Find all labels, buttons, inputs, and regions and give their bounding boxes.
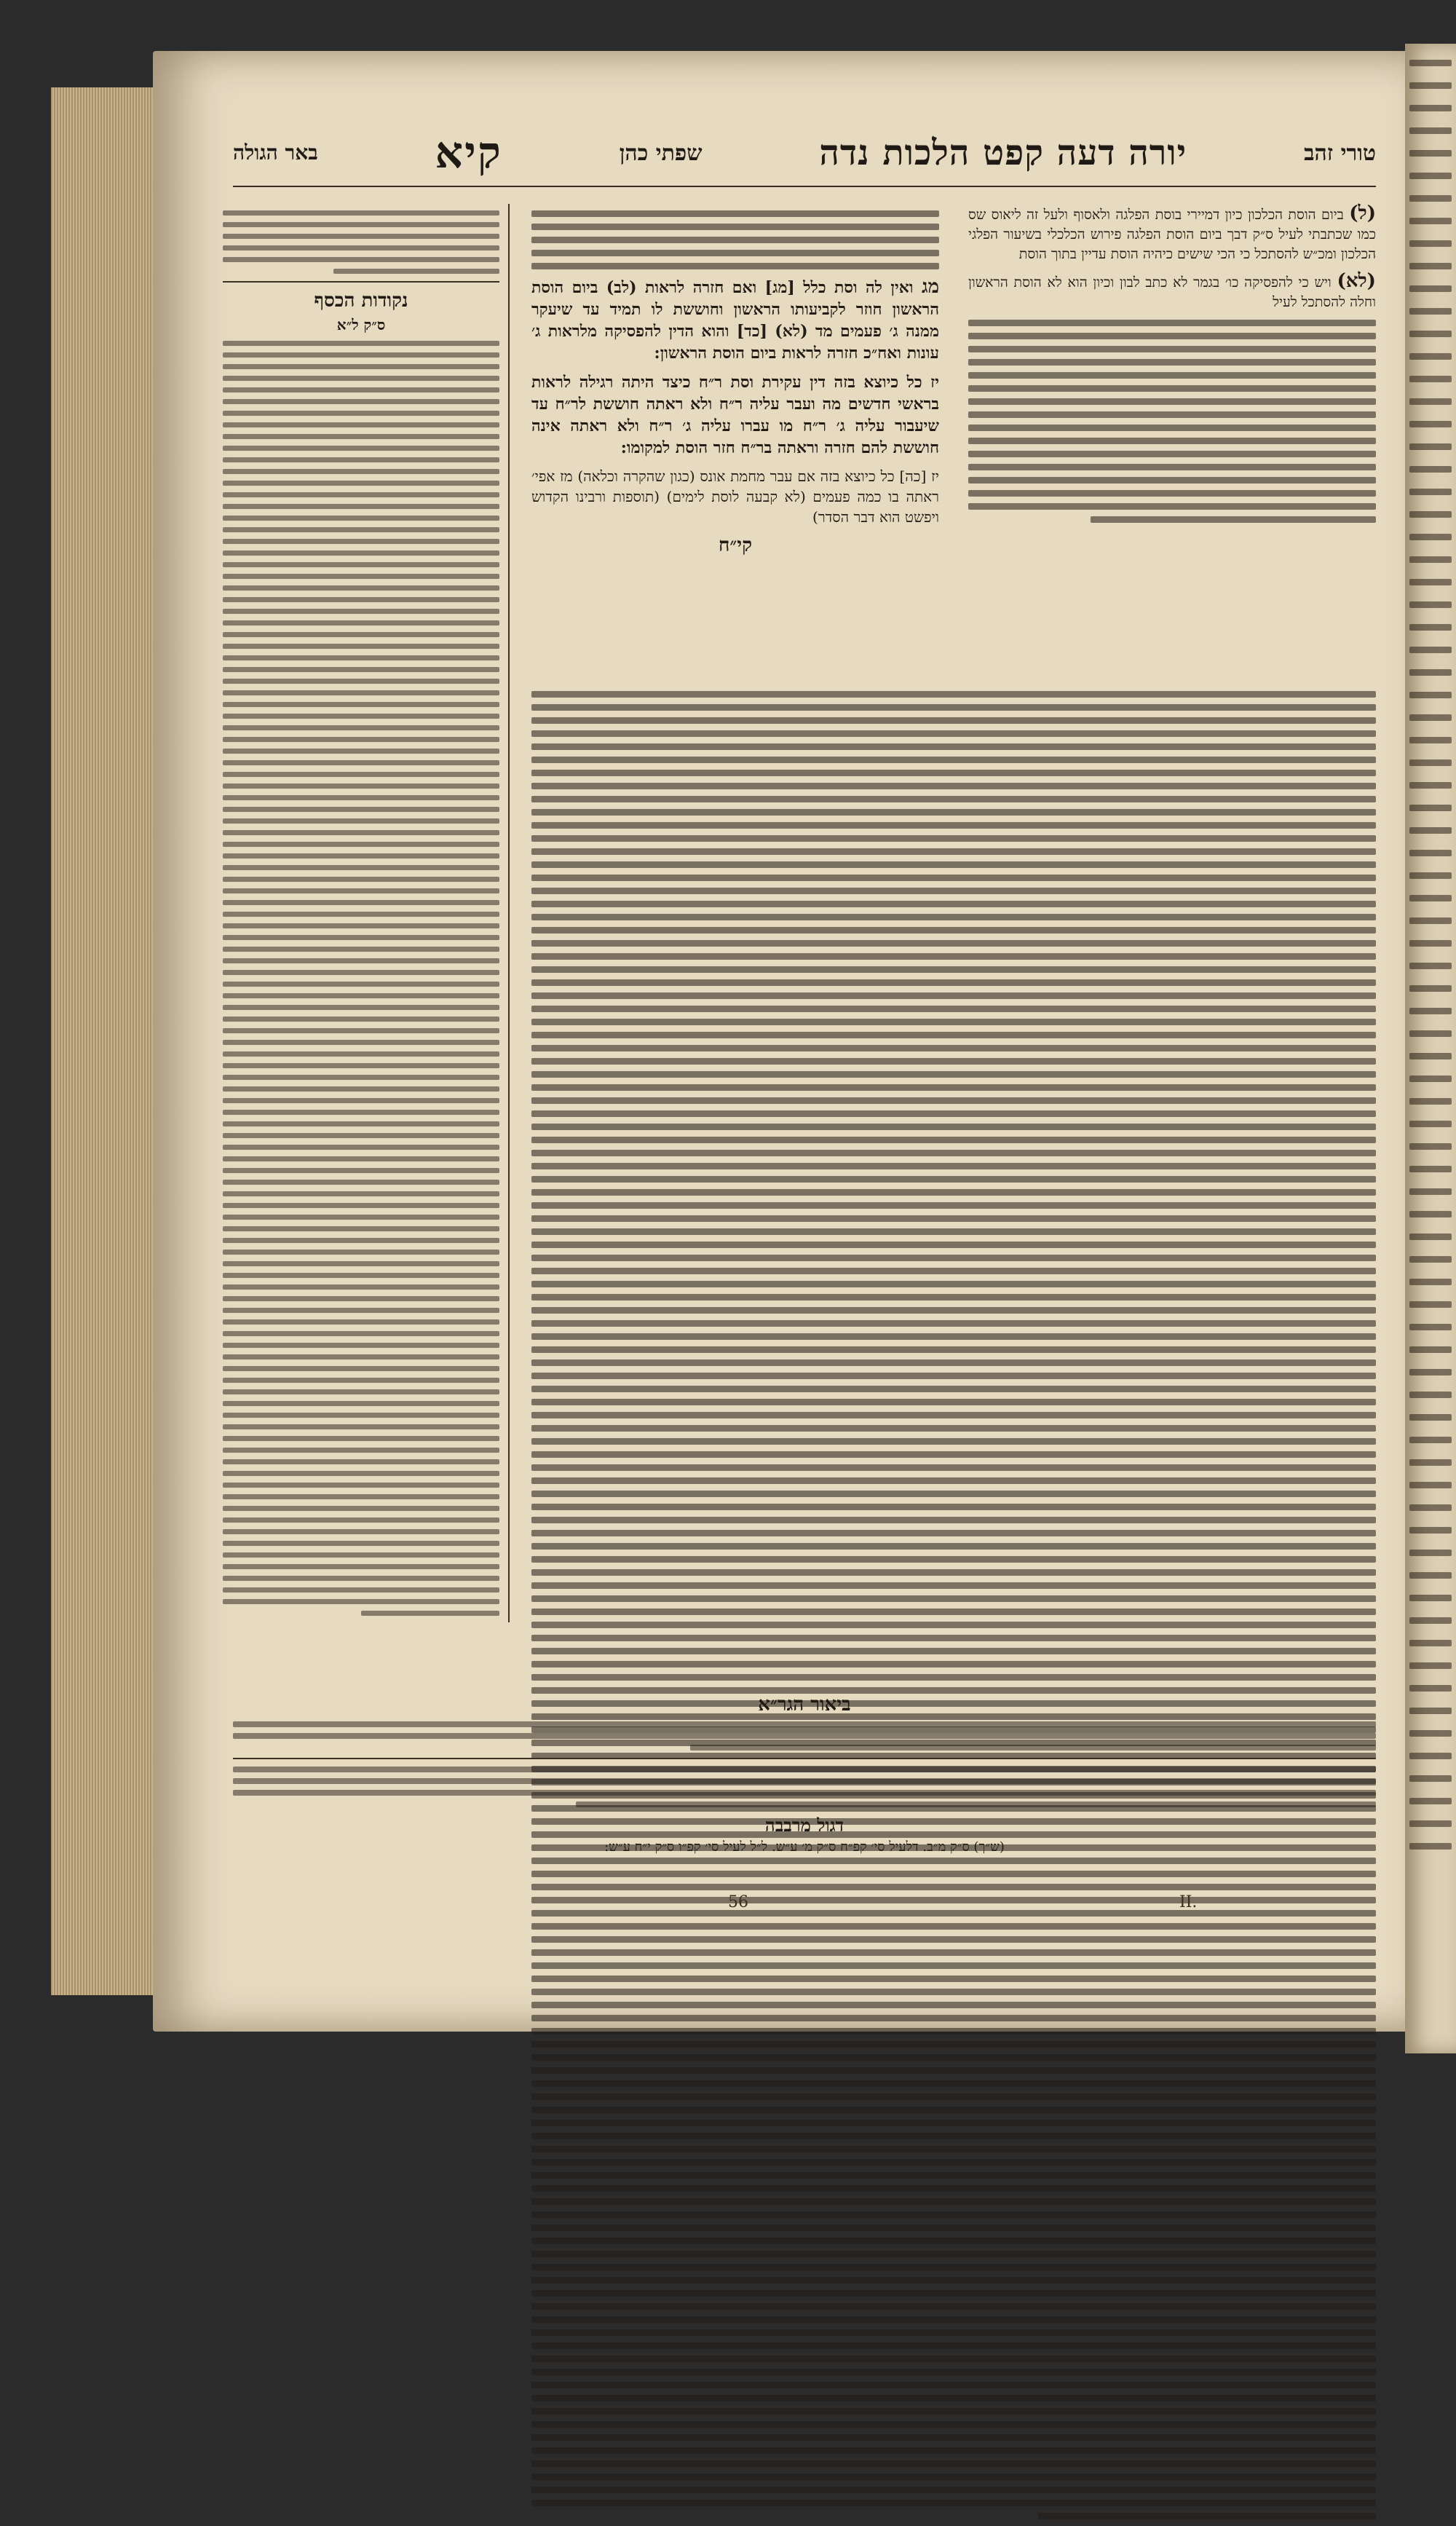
header-taz: טורי זהב [1304,140,1376,166]
dagul-merevava-title: דגול מרבבה [764,1815,844,1836]
nekudot-lines [223,341,499,1616]
column-divider [223,281,499,283]
page-header [233,120,1376,187]
mg-marker: מג [922,276,939,298]
quire-mark: II. [1179,1893,1198,1911]
main-paragraph-mg [531,276,939,364]
footer-divider [233,1758,1376,1759]
mg-text: ואין לה וסת כלל [מג] ואם חזרה לראות (לב) ביום הוסת הראשון חוזר לקביעותו הראשון וחוששת לו תמיד עד שיעקר ממנה ג׳ פעמים מד (לא) [כד] והוא הדין להפסיקה מלראות ג׳ עונות ואח״כ חזרה לראות ביום הוסת הראשון: [531,278,939,363]
text-columns [233,204,1376,1697]
shach-marker: (ל) [1349,202,1376,224]
main-text-top-lines [531,210,939,269]
book-page-edge [51,87,170,1995]
facing-page-edge [1405,44,1456,2053]
shach-text: ביום הוסת הכלכון כיון דמיירי בוסת הפלגה ולאסוף ולעל זה ליאוס שס כמו שכתבתי לעיל ס״ק דבך ביום הוסת הפלגה פירוש הכלכלי בשיעור הפלגי הכלכון ומכ״ש להסתכל כי הכי שישים כיהיה הוסת עדיין בתוך הוסת [968,207,1376,262]
main-paragraph-2: יז כל כיוצא בזה דין עקירת וסת ר״ח כיצד היתה רגילה לראות בראשי חדשים מה ועבר עליה ר״ח ולא ראתה חוששת לר״ח עד שיעבור עליה ג׳ ר״ח מו עברו עליה ג׳ ר״ח ולא ראתה אינה חוששת להם חזרה וראתה בר״ח חזר הוסת למקומו: [531,373,939,457]
biur-hagra-lines [233,1721,1376,1751]
signature-number: 56 [728,1893,748,1911]
beer-hagolah-lines [223,210,499,274]
book-page [153,51,1427,2032]
page-number: קיא [435,127,502,178]
header-title: יורה דעה קפט הלכות נדה [819,133,1187,173]
footer-small-print [233,1767,1376,1807]
main-paragraph-3: יז [כה] כל כיוצא בזה אם עבר מחמת אונס (כגון שהקרה וכלאה) מז אפי׳ ראתה בו כמה פעמים (לא קבעה לוסת לימים) (תוספות ורבינו הקדוש ויפשט הוא דבר הסדר) [531,467,939,526]
biur-hagra-title: ביאור הגר״א [758,1694,851,1716]
main-text-column [531,204,939,561]
shach-column [968,204,1376,529]
shach-continued-text [968,320,1376,523]
shach-marker-2: (לא) [1337,270,1376,292]
beer-hagolah-column [223,204,510,1622]
header-beer-hagolah: באר הגולה [233,141,318,165]
header-shach: שפתי כהן [619,140,703,166]
commentary-wide-block [531,684,1376,2526]
shach-paragraph [968,204,1376,264]
shach-paragraph-2 [968,272,1376,312]
section-end-mark: קי״ח [719,534,752,556]
nekudot-title: נקודות הכסף [314,290,408,312]
dagul-merevava-text: (ש״ך) ס״ק מ״ב. דלעיל סי׳ קפ״ח ס״ק מ׳ ע״ש. ל״ל לעיל סי׳ קפ״ו ס״ק י״ח ע״ש: [604,1839,1005,1855]
nekudot-mark: ס״ק ל״א [336,316,386,333]
footer-notes [233,1689,1376,1855]
shach-text-2: ויש כי להפסיקה כו׳ בגמר לא כתב לבון וכיון הוא לא הוסת הראשון וחלה להסתכל לעיל [968,275,1376,310]
